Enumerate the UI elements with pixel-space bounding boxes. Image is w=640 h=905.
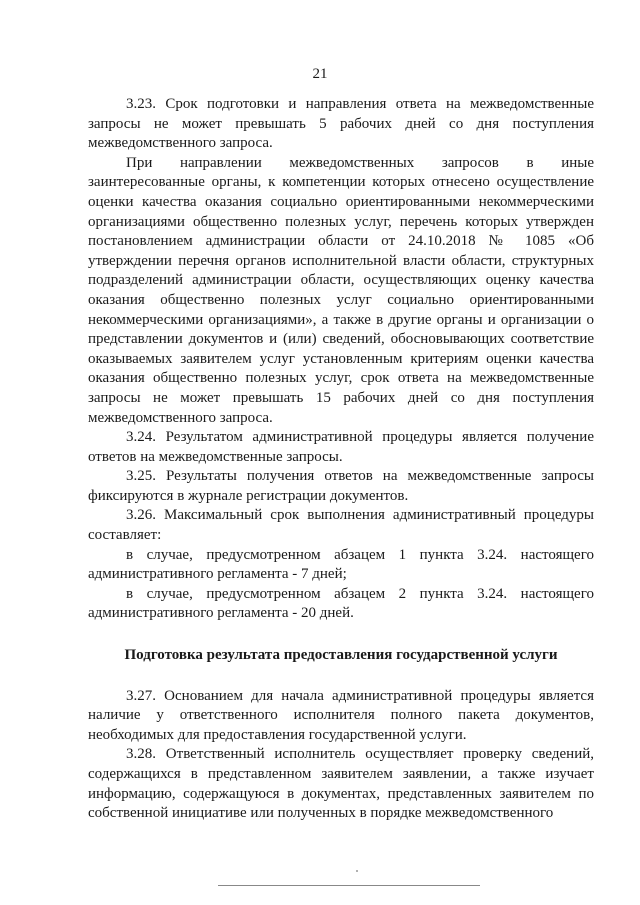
footer-rule (218, 885, 480, 886)
paragraph-interagency-requests: При направлении межведомственных запросов в иные заинтересованные органы, к компетенции которых отнесено осуществление оценки качества оказания социально ориентированными некоммерческими организациями общественно полезных услуг, перечень которых утвержден постановлением администрации области от 24.10.2018 № 1085 «Об утверждении перечня органов исполнительной власти области, структурных подразделений администрации области, осуществляющих оценку качества оказания общественно полезных услуг социально ориентированными некоммерческими организациями», а также в другие органы и организации о представлении документов и (или) сведений, обосновывающих соответствие оказываемых заявителем услуг установленным критериям оценки качества оказания общественно полезных услуг, срок ответа на межведомственные запросы не может превышать 15 рабочих дней со дня поступления межведомственного запроса. (88, 154, 594, 426)
paragraph-3-26: 3.26. Максимальный срок выполнения административный процедуры составляет: (88, 507, 594, 544)
document-body (88, 95, 594, 824)
page-number: 21 (312, 66, 328, 82)
paragraph-3-27: 3.27. Основанием для начала административной процедуры является наличие у ответственного исполнителя полного пакета документов, необходимых для предоставления государственной услуги. (88, 687, 594, 743)
scan-artifact-dot (356, 870, 358, 872)
paragraph-3-25: 3.25. Результаты получения ответов на межведомственные запросы фиксируются в журнале регистрации документов. (88, 468, 594, 504)
paragraph-case-abzac-1: в случае, предусмотренном абзацем 1 пункта 3.24. настоящего административного регламента - 7 дней; (88, 546, 594, 583)
paragraph-3-23: 3.23. Срок подготовки и направления ответа на межведомственные запросы не может превышать 5 рабочих дней со дня поступления межведомственного запроса. (88, 96, 594, 152)
paragraph-case-abzac-2: в случае, предусмотренном абзацем 2 пункта 3.24. настоящего административного регламента - 20 дней. (88, 585, 594, 622)
section-heading: Подготовка результата предоставления государственной услуги (124, 647, 558, 664)
paragraph-3-24: 3.24. Результатом административной процедуры является получение ответов на межведомственные запросы. (88, 429, 594, 465)
paragraph-3-28: 3.28. Ответственный исполнитель осуществляет проверку сведений, содержащихся в представленном заявителем заявлении, а также изучает информацию, содержащуюся в документах, представленных заявителем по собственной инициативе или полученных в порядке межведомственного (88, 746, 594, 822)
